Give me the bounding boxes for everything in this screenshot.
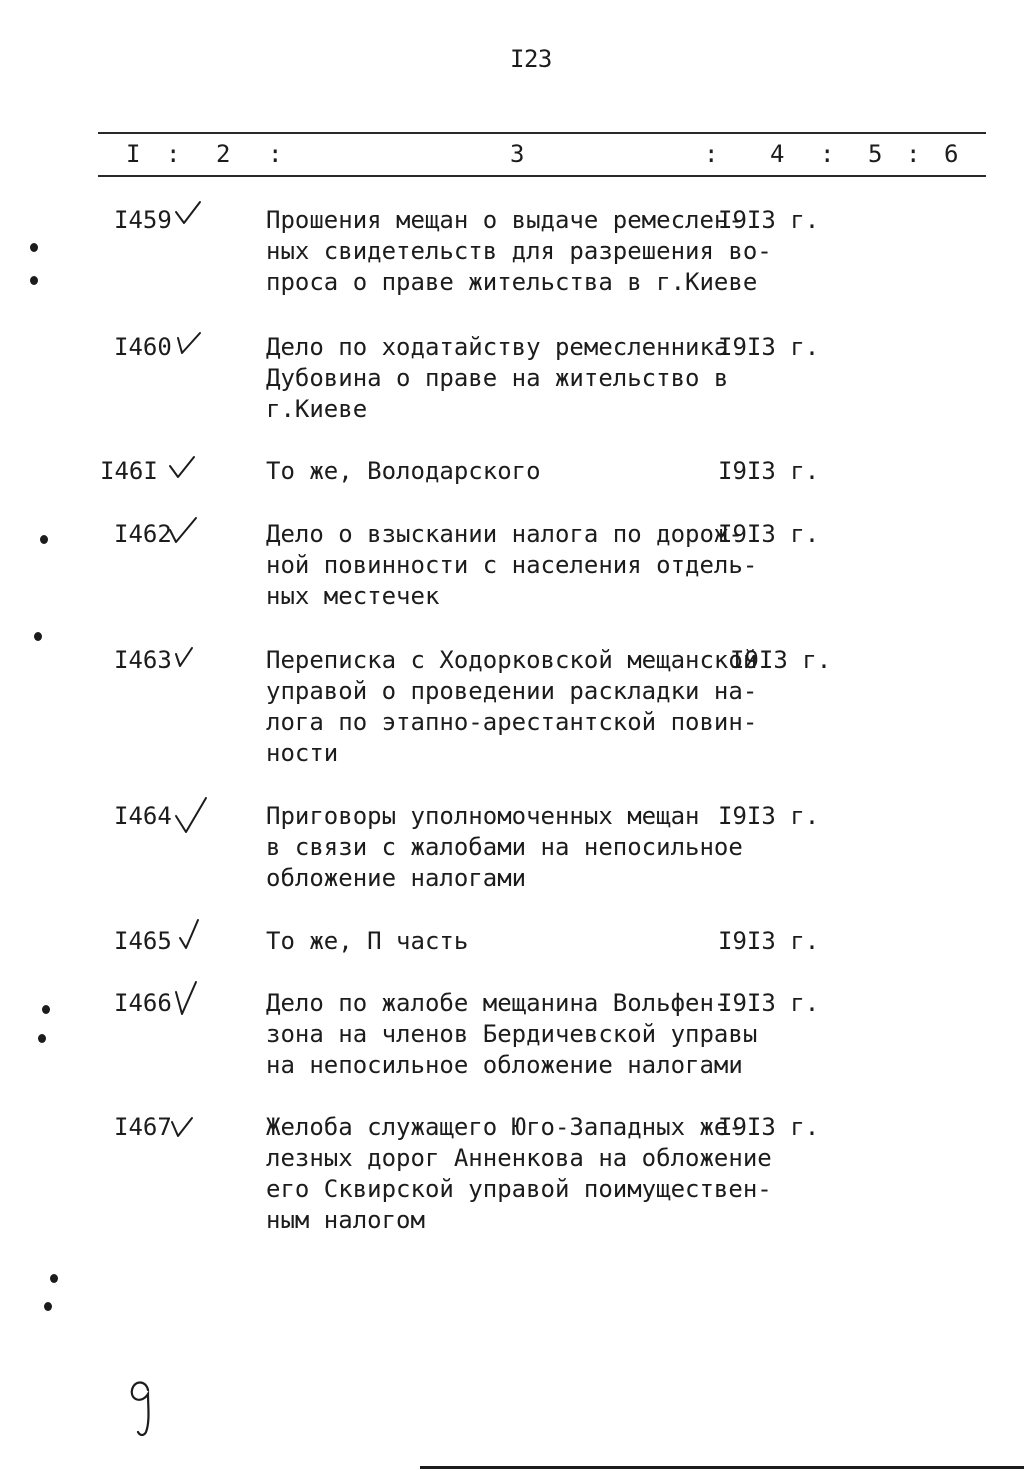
column-header-1: I	[126, 140, 141, 168]
description-line: ных местечек	[266, 582, 440, 610]
description-line: обложение налогами	[266, 864, 527, 892]
description-line: ности	[266, 739, 339, 767]
description-line: зона на членов Бердичевской управы	[266, 1020, 758, 1048]
entry-description	[266, 988, 758, 1081]
entry-year: I9I3 г.	[718, 1113, 820, 1141]
description-line: Дело по жалобе мещанина Вольфен-	[266, 989, 729, 1017]
description-line: на непосильное обложение налогами	[266, 1051, 743, 1079]
description-line: ной повинности с населения отдель-	[266, 551, 758, 579]
handwritten-sheet-number	[126, 1376, 166, 1440]
table-top-rule	[98, 132, 986, 134]
entry-description	[266, 332, 729, 425]
entry-description	[266, 801, 743, 894]
entry-number: I462	[114, 520, 172, 548]
entry-number: I463	[114, 646, 172, 674]
description-line: То же, П часть	[266, 927, 469, 955]
checkmark-icon	[172, 794, 212, 836]
checkmark-icon	[166, 514, 202, 548]
description-line: г.Киеве	[266, 395, 368, 423]
punch-hole	[50, 1274, 58, 1283]
entry-year: I9I3 г.	[718, 802, 820, 830]
entry-year: I9I3 г.	[730, 646, 832, 674]
description-line: Дело по ходатайству ремесленника	[266, 333, 729, 361]
description-line: Прошения мещан о выдаче ремеслен-	[266, 206, 743, 234]
punch-hole	[30, 243, 38, 252]
description-line: ных свидетельств для разрешения во-	[266, 237, 772, 265]
description-line: лезных дорог Анненкова на обложение	[266, 1144, 772, 1172]
entry-description	[266, 645, 758, 769]
column-header-6: 6	[944, 140, 959, 168]
checkmark-icon	[172, 198, 208, 228]
description-line: проса о праве жительства в г.Киеве	[266, 268, 758, 296]
description-line: Дело о взыскании налога по дорож-	[266, 520, 743, 548]
entry-year: I9I3 г.	[718, 457, 820, 485]
entry-year: I9I3 г.	[718, 520, 820, 548]
checkmark-icon	[168, 1112, 196, 1142]
punch-hole	[44, 1302, 52, 1311]
description-line: Желоба служащего Юго-Западных же-	[266, 1113, 743, 1141]
description-line: Приговоры уполномоченных мещан	[266, 802, 700, 830]
entry-number: I467	[114, 1113, 172, 1141]
description-line: управой о проведении раскладки на-	[266, 677, 758, 705]
entry-number: I459	[114, 206, 172, 234]
entry-year: I9I3 г.	[718, 206, 820, 234]
checkmark-icon	[176, 916, 206, 952]
checkmark-icon	[166, 452, 202, 482]
bottom-edge-line	[420, 1466, 1024, 1469]
entry-description	[266, 456, 726, 487]
entry-number: I464	[114, 802, 172, 830]
checkmark-icon	[172, 978, 202, 1020]
column-separator: :	[704, 140, 719, 168]
punch-hole	[30, 276, 38, 285]
description-line: То же, Володарского	[266, 457, 541, 485]
column-header-3: 3	[510, 140, 525, 168]
column-header-2: 2	[216, 140, 231, 168]
column-separator: :	[820, 140, 835, 168]
entry-description	[266, 519, 758, 612]
punch-hole	[38, 1034, 46, 1043]
entry-year: I9I3 г.	[718, 333, 820, 361]
entry-year: I9I3 г.	[718, 927, 820, 955]
description-line: Дубовина о праве на жительство в	[266, 364, 729, 392]
punch-hole	[42, 1005, 50, 1014]
punch-hole	[40, 535, 48, 544]
entry-number: I46I	[100, 457, 158, 485]
entry-description	[266, 926, 726, 957]
column-separator: :	[268, 140, 283, 168]
description-line: лога по этапно-арестантской повин-	[266, 708, 758, 736]
page-number: I23	[510, 45, 552, 73]
column-header-4: 4	[770, 140, 785, 168]
checkmark-icon	[170, 644, 198, 670]
punch-hole	[34, 632, 42, 641]
column-separator: :	[166, 140, 181, 168]
description-line: Переписка с Ходорковской мещанской	[266, 646, 758, 674]
column-header-5: 5	[868, 140, 883, 168]
column-separator: :	[906, 140, 921, 168]
table-header-rule	[98, 175, 986, 177]
description-line: его Сквирской управой поимуществен-	[266, 1175, 772, 1203]
description-line: ным налогом	[266, 1206, 425, 1234]
entry-year: I9I3 г.	[718, 989, 820, 1017]
entry-number: I465	[114, 927, 172, 955]
checkmark-icon	[172, 328, 208, 358]
entry-number: I460	[114, 333, 172, 361]
description-line: в связи с жалобами на непосильное	[266, 833, 743, 861]
entry-number: I466	[114, 989, 172, 1017]
